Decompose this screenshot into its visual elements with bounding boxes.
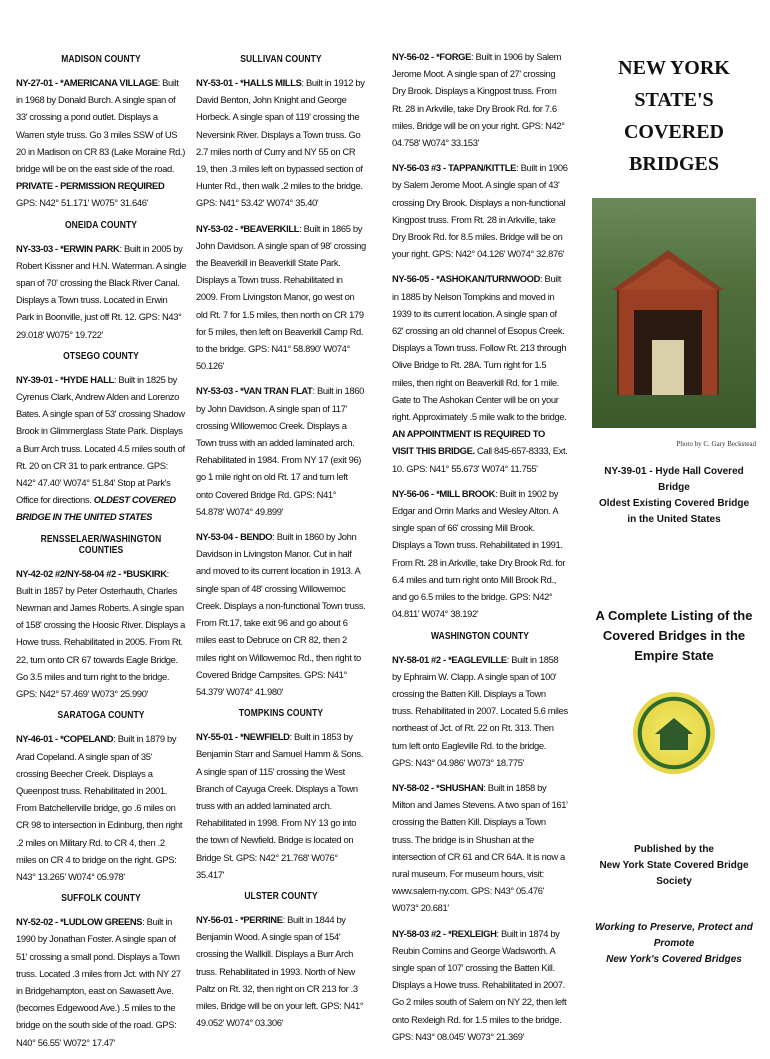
bridge-description: : Built in 1860 by John Davidson. A single span of 117' crossing Willowemoc Creek. Displays a Town truss with an added laminated arch. Rehabilitated in 1984. From NY 17 (exit 96) go 1 mile right on old Rt. 17 and turn left onto Covered Bridge Rd. GPS: N41° 54.878' W074° 49.899' (196, 385, 364, 517)
column-3 (392, 48, 568, 1053)
bridge-id: NY-56-02 - *FORGE (392, 51, 471, 62)
bridge-entry (16, 371, 186, 526)
bridge-gps: GPS: N42° 51.171' W075° 31.646' (16, 197, 149, 209)
bridge-gps: Call 845-657-8333, Ext. 10. GPS: N41° 55.673' W074° 11.755' (392, 445, 568, 474)
bridge-entry (392, 651, 568, 771)
bridge-id: NY-53-03 - *VAN TRAN FLAT (196, 385, 313, 397)
bridge-description: : Built in 1902 by Edgar and Orrin Marks and Wesley Alton. A single span of 66' crossing Mill Brook. Displays a Town truss. Rehabilitated in 1991. From Rt. 28 in Arkville, take Dry Brook Rd. for 6.4 miles and turn right onto Mill Brook Rd., and go 6.5 miles to the bridge. GPS: N42° 04.811' W074° 38.192' (392, 487, 566, 620)
bridge-notice: PRIVATE - PERMISSION REQUIRED (16, 180, 165, 192)
bridge-entry (16, 730, 186, 885)
caption-line-1: NY-39-01 - Hyde Hall Covered Bridge (604, 466, 744, 493)
bridge-id: NY-53-02 - *BEAVERKILL (196, 222, 300, 234)
bridge-id: NY-39-01 - *HYDE HALL (16, 373, 114, 385)
cover-title (592, 52, 756, 180)
publisher (592, 842, 756, 890)
bridge-description: : Built in 1853 by Benjamin Starr and Samuel Hamm & Sons. A single span of 115' crossing the West Branch of Cayuga Creek. Displays a Town truss with an added laminated arch. Rehabilitated in 1998. From NY 13 go into the town of Newfield. Bridge is located on Bridge St. GPS: N42° 21.768' W076° 35.417' (196, 731, 363, 880)
county-heading: SULLIVAN COUNTY (240, 54, 322, 65)
bridge-description: : Built in 1860 by John Davidson in Livingston Manor. Cut in half and moved to its current location in 1913. A single span of 48' crossing Willowemoc Creek. Displays a non-functional Town truss. From Rt.17, take exit 96 and go about 6 miles east to Debruce on CR 82, then 2 miles right on Willowemoc Rd., then right to Covered Bridge Campsites. GPS: N41° 54.379' W074° 41.980' (196, 531, 366, 697)
subhead-line-2: Covered Bridges in the Empire State (602, 628, 746, 663)
bridge-entry (392, 270, 568, 476)
motto-line-2: New York's Covered Bridges (606, 954, 742, 965)
caption-line-3: in the United States (627, 514, 721, 525)
bridge-id: NY-56-05 - *ASHOKAN/TURNWOOD (392, 273, 541, 285)
bridge-id: NY-46-01 - *COPELAND (16, 733, 114, 745)
caption-line-2: Oldest Existing Covered Bridge (598, 498, 750, 509)
bridge-description: : Built in 1885 by Nelson Tompkins and moved in 1939 to its current location. A single span of 62' crossing an old channel of Esopus Creek. Displays a Town truss. Follow Rt. 213 through Olive Bridge to Rt. 28A. Turn right for 1.5 miles, then right on Beaverkill Rd. for 1 mile. Gate to The Ashokan Center will be on your right. Approximately .5 mile walk to the bridge. (392, 273, 567, 423)
bridge-description: : Built in 1990 by Jonathan Foster. A single span of 51' crossing a small pond. Displays a Town truss. Located .3 miles from Jct. with NY 27 in Bridgehampton, east on Sawasett Ave. (becomes Edgewood Ave.) .5 miles to the bridge on the south side of the road. GPS: N40° 56.55' W072° 17.47' (16, 916, 181, 1048)
bridge-entry (196, 220, 366, 375)
bridge-description: : Built in 1858 by Ephraim W. Clapp. A single span of 100' crossing the Batten Kill. Displays a Town truss. Rehabilitated in 2007. Located 5.6 miles northeast of Jct. of Rt. 22 on Rt. 313. Then turn left onto Eagleville Rd. to the bridge. GPS: N43° 04.986' W073° 18.775' (392, 653, 568, 768)
bridge-id: NY-52-02 - *LUDLOW GREENS (16, 916, 143, 928)
cover-title-line-2: COVERED BRIDGES (623, 121, 724, 175)
county-heading: SUFFOLK COUNTY (61, 893, 141, 905)
covered-bridge-illustration (612, 250, 724, 400)
bridge-id: NY-33-03 - *ERWIN PARK (16, 242, 120, 254)
society-motto (592, 920, 756, 968)
bridge-entry (392, 48, 568, 151)
bridge-description: : Built in 1857 by Peter Osterhauth, Charles Newman and James Roberts. A single span of 158' crossing the Hoosic River. Displays a Howe truss. Rehabilitated in 2005. From Rt. 22, turn onto CR 67 towards Eagle Bridge. Go 3.5 miles and turn right to the bridge. GPS: N42° 57.469' W073° 25.990' (16, 567, 185, 700)
bridge-id: NY-58-01 #2 - *EAGLEVILLE (392, 653, 507, 665)
bridge-entry (196, 74, 366, 212)
column-1 (16, 48, 186, 1059)
bridge-description: : Built in 1879 by Arad Copeland. A single span of 35' crossing Beecher Creek. Displays a Queenpost truss. Rehabilitated in 2001. From Batchellerville bridge, go .6 miles on CR 98 to intersection in Edinburg, then right .2 miles on Military Rd. to CR 4, then .2 miles on CR 4 to bridge on the right. GPS: N43° 13.265' W074° 05.978' (16, 733, 183, 882)
bridge-description: : Built in 1906 by Salem Jerome Moot. A single span of 27' crossing Dry Brook. Displays a Kingpost truss. From Rt. 28 in Arkville, take Dry Brook Rd. for 7.6 miles. Bridge will be on your right. GPS: N42° 04.758' W074° 33.153' (392, 51, 565, 149)
bridge-description: : Built in 1874 by Reubin Comins and George Wadsworth. A single span of 107' crossing the Batten Kill. Displays a Howe truss. Rehabilitated in 2007. Go 2 miles south of Salem on NY 22, then left onto Rexleigh Rd. for 1.5 miles to the bridge. GPS: N43° 08.045' W073° 21.369' (392, 927, 567, 1042)
covered-bridge-photo (592, 198, 756, 428)
bridge-description: : Built in 1858 by Milton and James Stevens. A two span of 161' crossing the Batten Kill. Displays a Town truss. The bridge is in Shushan at the intersection of CR 61 and CR 64A. It is now a rural museum. For museum hours, visit: www.salem-ny.com. GPS: N43° 05.476' W073° 20.681' (392, 781, 568, 914)
bridge-entry (16, 913, 186, 1051)
listing-subhead (592, 606, 756, 666)
county-heading: RENSSELAER/WASHINGTON COUNTIES (40, 533, 162, 556)
bridge-id: NY-58-02 - *SHUSHAN (392, 781, 484, 793)
bridge-description: : Built in 2005 by Robert Kissner and H.N. Waterman. A single span of 70' crossing the Black River Canal. Displays a Town truss. Located in Erwin Park in Boonville, just off Rt. 12. GPS: N43° 29.018' W075° 19.722' (16, 242, 186, 340)
bridge-id: NY-55-01 - *NEWFIELD (196, 731, 290, 743)
society-seal-logo (633, 692, 715, 774)
bridge-description: : Built in 1912 by David Benton, John Knight and George Horbeck. A single span of 119' crossing the Neversink River. Displays a Town truss. Go 2.7 miles north of Curry and NY 55 on CR 19, then .3 miles left on bypassed section of Hunter Rd., then walk .2 miles to the bridge. GPS: N41° 53.42' W074° 35.40' (196, 77, 365, 209)
motto-line-1: Working to Preserve, Protect and Promote (595, 922, 753, 949)
bridge-entry (16, 565, 186, 703)
county-heading: MADISON COUNTY (61, 54, 141, 65)
county-heading: ULSTER COUNTY (244, 890, 318, 902)
bridge-entry (16, 240, 186, 343)
photo-credit: Photo by C. Gary Beckstead (676, 440, 756, 448)
cover-title-line-1: NEW YORK STATE'S (618, 57, 730, 111)
bridge-notice: AN APPOINTMENT IS REQUIRED TO VISIT THIS BRIDGE. (392, 428, 545, 457)
cover-panel (592, 48, 756, 968)
bridge-id: NY-56-03 #3 - TAPPAN/KITTLE (392, 162, 517, 174)
bridge-id: NY-27-01 - *AMERICANA VILLAGE (16, 77, 158, 88)
bridge-description: : Built in 1844 by Benjamin Wood. A single span of 154' crossing the Wallkill. Displays a Burr Arch truss. Rehabilitated in 1993. North of New Paltz on Rt. 32, then right on CR 213 for .3 miles. Bridge will be on your left. GPS: N41° 49.052' W074° 03.306' (196, 913, 364, 1029)
photo-caption (592, 464, 756, 528)
column-2 (196, 48, 366, 1039)
bridge-description: : Built in 1968 by Donald Burch. A single span of 33' crossing a pond outlet. Displays a Warren style truss. Go 3 miles SSW of US 20 in Madison on CR 83 (Lake Moraine Rd.) bridge will be on the east side of the road. (16, 77, 186, 175)
bridge-entry (392, 779, 568, 917)
bridge-id: NY-53-04 - BENDO (196, 531, 273, 543)
county-heading: WASHINGTON COUNTY (430, 630, 530, 642)
county-heading: OTSEGO COUNTY (63, 350, 139, 362)
bridge-entry (16, 74, 186, 212)
bridge-description: : Built in 1906 by Salem Jerome Moot. A single span of 43' crossing Dry Brook. Displays a non-functional Kingpost truss. From Rt. 28 in Arkville, take Dry Brook Rd. for 8.5 miles. Bridge will be on your right. GPS: N42° 04.126' W074° 32.876' (392, 162, 568, 260)
subhead-line-1: A Complete Listing of the (595, 608, 753, 623)
bridge-id: NY-42-02 #2/NY-58-04 #2 - *BUSKIRK (16, 567, 167, 579)
bridge-id: NY-56-01 - *PERRINE (196, 913, 283, 925)
bridge-description: : Built in 1825 by Cyrenus Clark, Andrew Alden and Lorenzo Bates. A single span of 53' crossing Shadow Brook in Glimmerglass State Park. Displays a Burr Arch truss. Located 4.5 miles south of Rt. 20 on CR 31 to park entrance. GPS: N42° 47.40' W074° 51.84' Stop at Park's Office for directions. (16, 373, 185, 506)
bridge-id: NY-58-03 #2 - *REXLEIGH (392, 927, 497, 939)
bridge-entry (196, 382, 366, 520)
bridge-entry (392, 159, 568, 262)
bridge-highlight: OLDEST COVERED BRIDGE IN THE UNITED STATES (16, 494, 176, 523)
county-heading: SARATOGA COUNTY (57, 710, 145, 722)
seal-bridge-body (660, 734, 688, 750)
bridge-id: NY-56-06 - *MILL BROOK (392, 487, 496, 499)
county-heading: ONEIDA COUNTY (64, 219, 138, 231)
bridge-description: : Built in 1865 by John Davidson. A single span of 98' crossing the Beaverkill in Beaverkill State Park. Displays a Town truss. Rehabilitated in 2009. From Livingston Manor, go west on old Rt. 7 for 1.5 miles, then north on CR 179 for 5 miles, then left on Beaverkill Camp Rd. to the bridge. GPS: N41° 58.890' W074° 50.126' (196, 222, 366, 372)
county-heading: TOMPKINS COUNTY (238, 708, 324, 720)
publisher-line-2: New York State Covered Bridge Society (599, 860, 749, 887)
publisher-line-1: Published by the (633, 844, 714, 855)
bridge-entry (392, 925, 568, 1045)
bridge-entry (196, 911, 366, 1031)
seal-bridge-roof (655, 718, 693, 734)
bridge-entry (196, 728, 366, 883)
bridge-id: NY-53-01 - *HALLS MILLS (196, 77, 302, 88)
bridge-entry (392, 485, 568, 623)
bridge-entry (196, 528, 366, 700)
